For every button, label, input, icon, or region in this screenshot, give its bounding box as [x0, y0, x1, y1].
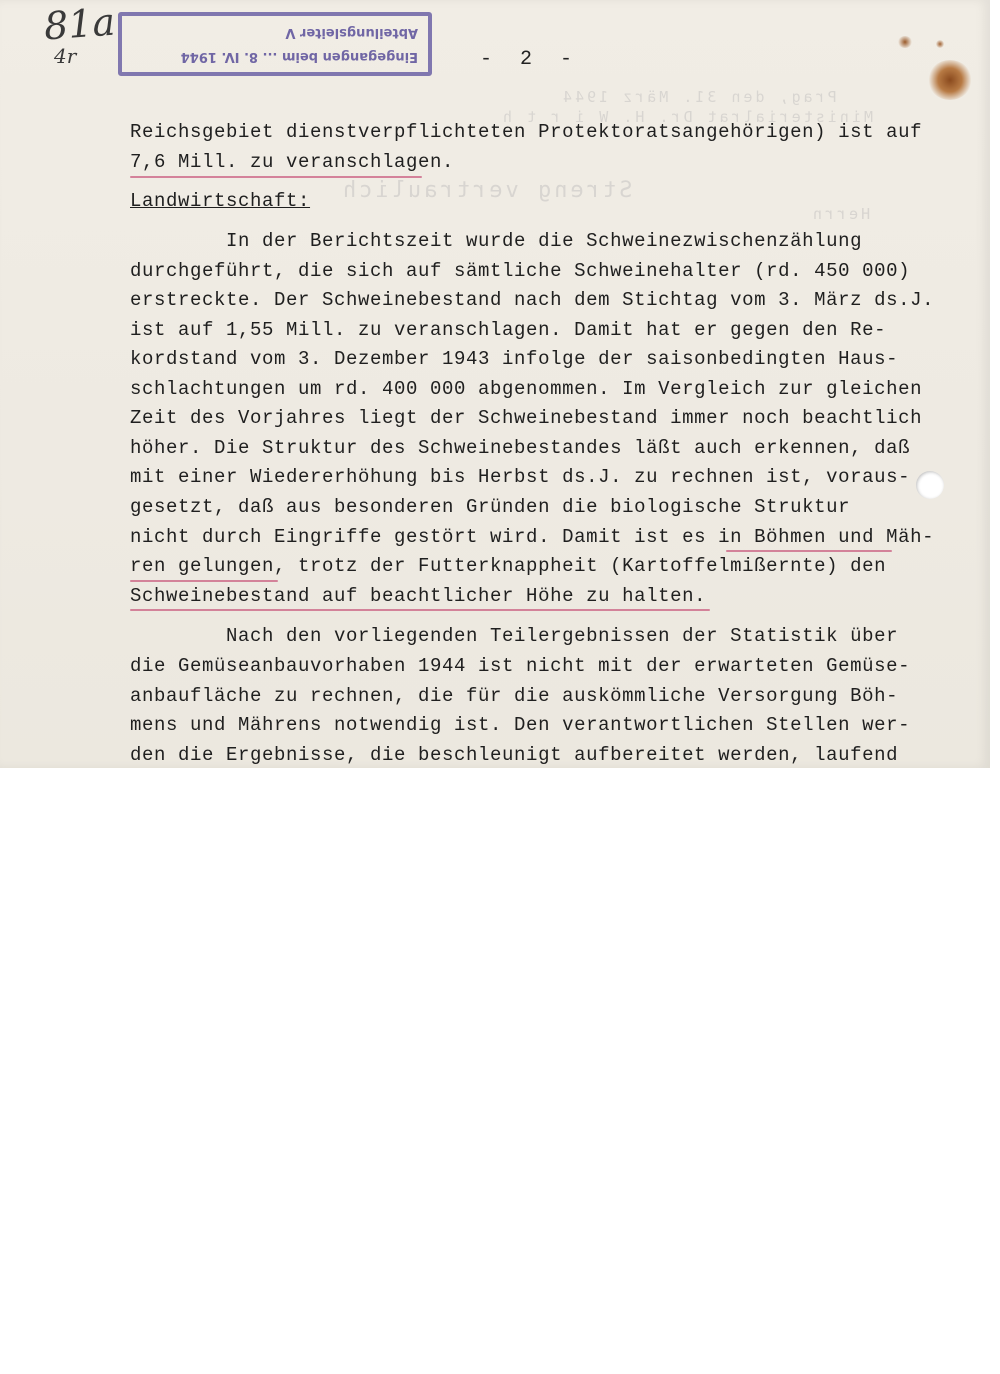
text-line: mens und Mährens notwendig ist. Den verantwortlichen Stellen wer-: [130, 714, 911, 736]
text-line: ist auf 1,55 Mill. zu veranschlagen. Damit hat er gegen den Re-: [130, 319, 887, 341]
text-line: die Gemüseanbauvorhaben 1944 ist nicht mit der erwarteten Gemüse-: [130, 655, 911, 677]
text-line: schlachtungen um rd. 400 000 abgenommen. Im Vergleich zur gleichen: [130, 378, 923, 400]
text-line: den die Ergebnisse, die beschleunigt aufbereitet werden, laufend: [130, 744, 899, 766]
bleed-through-text: Herrn: [810, 205, 871, 223]
pencil-underline: [130, 580, 278, 582]
receipt-stamp: [118, 12, 432, 76]
handwritten-sub-mark: 4r: [54, 44, 77, 68]
rust-stain: [928, 60, 972, 100]
bleed-through-text: Ministerialrat Dr. H. W i r t h: [500, 108, 873, 126]
page-number: - 2 -: [480, 48, 581, 71]
text-line: gesetzt, daß aus besonderen Gründen die biologische Struktur: [130, 496, 851, 518]
text-line: Schweinebestand auf beachtlicher Höhe zu halten.: [130, 585, 707, 607]
stamp-line-1: Eingegangen beim ... 8. IV. 1944: [180, 49, 418, 64]
handwritten-folio-mark: 81a: [42, 0, 117, 49]
pencil-underline: [130, 609, 710, 611]
bleed-through-text: Prag, den 31. März 1944: [560, 88, 837, 106]
text-line: Reichsgebiet dienstverpflichteten Protektoratsangehörigen) ist auf: [130, 121, 923, 143]
rust-stain: [936, 40, 944, 48]
pencil-underline: [726, 550, 892, 552]
text-line: 7,6 Mill. zu veranschlagen.: [130, 151, 455, 173]
rust-stain: [898, 36, 912, 48]
section-heading: Landwirtschaft:: [130, 190, 311, 212]
text-line: Zeit des Vorjahres liegt der Schweinebestand immer noch beachtlich: [130, 407, 923, 429]
text-line: Nach den vorliegenden Teilergebnissen der Statistik über: [130, 625, 899, 647]
text-line: anbaufläche zu rechnen, die für die auskömmliche Versorgung Böh-: [130, 685, 899, 707]
text-line: nicht durch Eingriffe gestört wird. Damit ist es in Böhmen und Mäh-: [130, 526, 935, 548]
stamp-line-2: Abteilungsleiter V: [285, 25, 418, 40]
text-line: durchgeführt, die sich auf sämtliche Schweinehalter (rd. 450 000): [130, 260, 911, 282]
text-line: In der Berichtszeit wurde die Schweinezwischenzählung: [130, 230, 863, 252]
text-line: erstreckte. Der Schweinebestand nach dem Stichtag vom 3. März ds.J.: [130, 289, 935, 311]
text-line: kordstand vom 3. Dezember 1943 infolge der saisonbedingten Haus-: [130, 348, 899, 370]
bleed-through-text: Streng vertraulich: [340, 178, 633, 203]
text-line: ren gelungen, trotz der Futterknappheit (Kartoffelmißernte) den: [130, 555, 887, 577]
punch-hole: [916, 471, 944, 499]
pencil-underline: [130, 176, 422, 178]
text-line: mit einer Wiedererhöhung bis Herbst ds.J. zu rechnen ist, voraus-: [130, 466, 911, 488]
text-line: höher. Die Struktur des Schweinebestandes läßt auch erkennen, daß: [130, 437, 911, 459]
